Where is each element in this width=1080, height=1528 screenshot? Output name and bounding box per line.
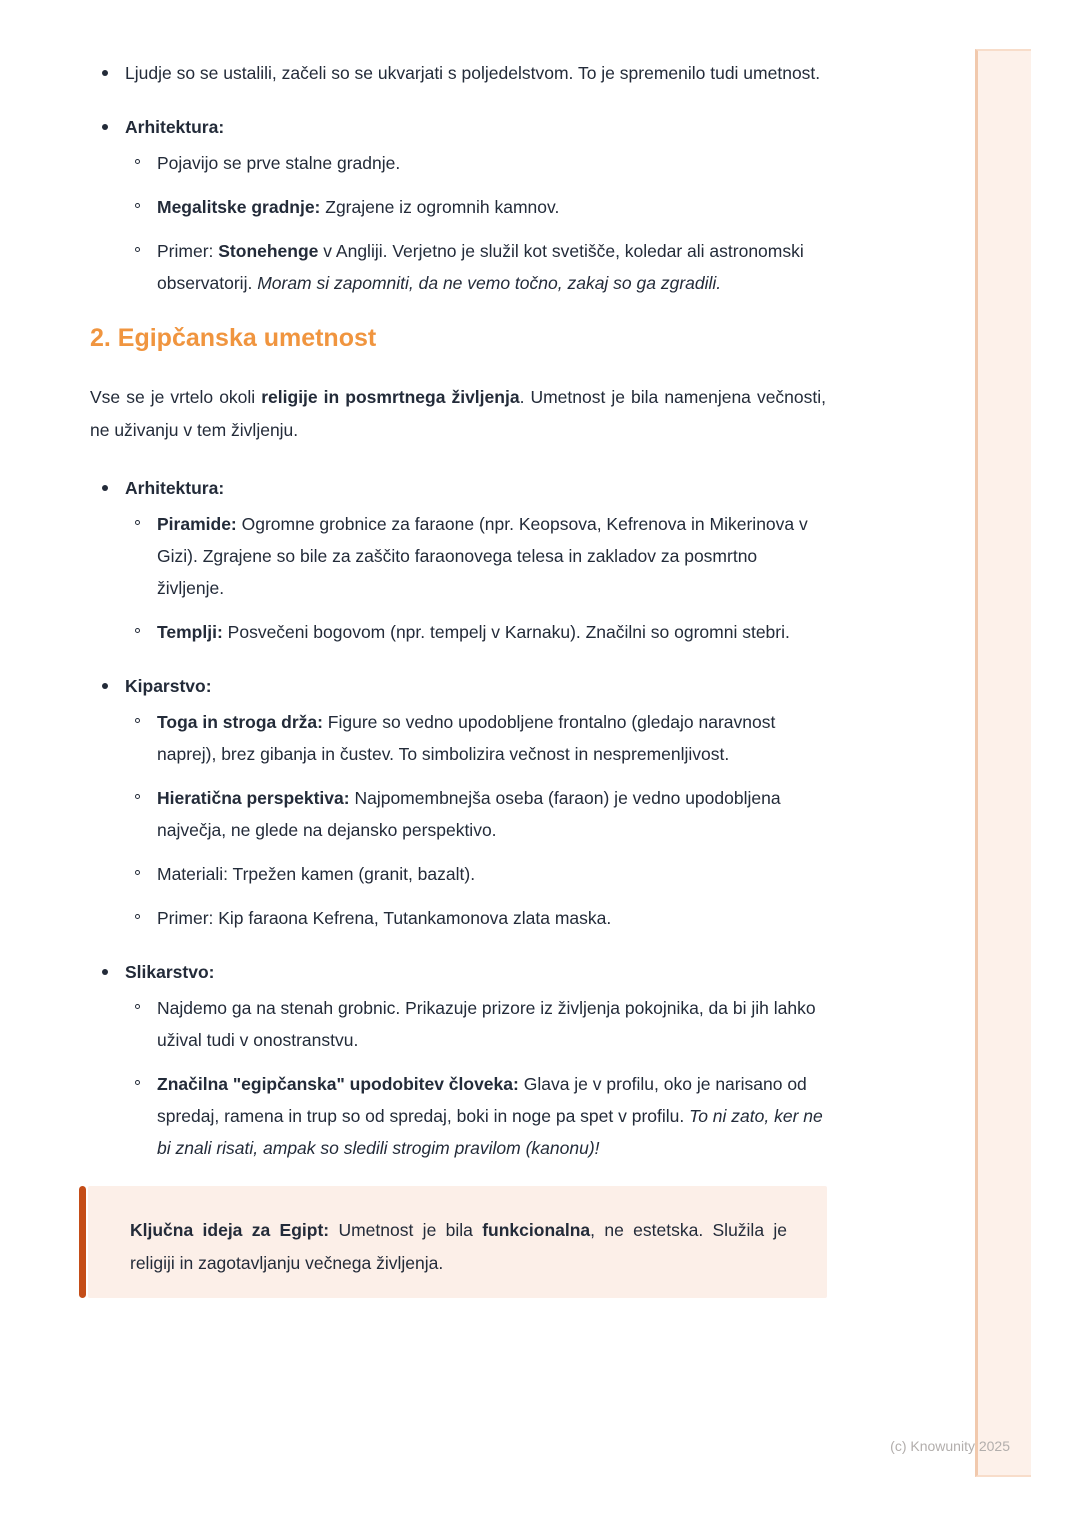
bullet-icon [102,485,108,491]
bullet-icon [102,969,108,975]
sub-list-item [125,147,826,179]
content-area [90,0,826,1298]
text-segment: Glava je v profilu, oko je narisano od spredaj, ramena in trup so od spredaj, boki in noge pa spet v profilu. [157,1074,807,1126]
text-segment: Ljudje so se ustalili, začeli so se ukvarjati s poljedelstvom. To je spremenilo tudi umetnost. [125,63,821,83]
list-item [90,111,826,299]
bullet-icon [102,70,108,76]
sub-list-item-text [157,992,826,1056]
bullet-icon [102,683,108,689]
text-segment: religije in posmrtnega življenja [261,387,520,407]
list-item-text [125,472,826,504]
circle-bullet-icon [135,718,140,723]
sub-list [125,706,826,934]
text-segment: Hieratična perspektiva: [157,788,350,808]
list-item-text [125,57,826,89]
sub-list-item-text [157,508,826,604]
list-item-text [125,956,826,988]
circle-bullet-icon [135,1080,140,1085]
sub-list-item-text [157,902,826,934]
key-idea-callout [88,1186,827,1298]
text-segment: , ne estetska. Služila je religiji in zagotavljanju večnega življenja. [130,1220,788,1273]
text-segment: Toga in stroga drža: [157,712,323,732]
sub-list-item-text [157,858,826,890]
list-item-text [125,111,826,143]
list-item [90,472,826,648]
circle-bullet-icon [135,1004,140,1009]
text-segment: Primer: Kip faraona Kefrena, Tutankamonova zlata maska. [157,908,612,928]
text-segment: Najdemo ga na stenah grobnic. Prikazuje prizore iz življenja pokojnika, da bi jih lahko užival tudi v onostranstvu. [157,998,816,1050]
circle-bullet-icon [135,794,140,799]
sub-list [125,147,826,299]
sub-list-item [125,992,826,1056]
sub-list-item [125,902,826,934]
text-segment: Arhitektura: [125,117,225,137]
sub-list-item [125,616,826,648]
text-segment: Materiali: Trpežen kamen (granit, bazalt). [157,864,476,884]
sub-list-item-text [157,191,826,223]
sub-list-item [125,1068,826,1164]
list-item [90,57,826,89]
bullet-icon [102,124,108,130]
circle-bullet-icon [135,520,140,525]
sub-list-item-text [157,147,826,179]
sub-list-item [125,508,826,604]
text-segment: To ni zato, ker ne bi znali risati, ampak so sledili strogim pravilom (kanonu)! [157,1106,823,1158]
text-segment: Zgrajene iz ogromnih kamnov. [320,197,560,217]
callout-text [130,1214,787,1280]
section-intro-paragraph [90,381,826,447]
text-segment: Ključna ideja za Egipt: [130,1220,330,1240]
sub-list-item [125,782,826,846]
text-segment: Značilna "egipčanska" upodobitev človeka: [157,1074,519,1094]
text-segment: Ogromne grobnice za faraone (npr. Keopsova, Kefrenova in Mikerinova v Gizi). Zgrajene so bile za zaščito faraonovega telesa in zakladov za posmrtno življenje. [157,514,808,598]
sub-list-item-text [157,782,826,846]
text-segment: Moram si zapomniti, da ne vemo točno, zakaj so ga zgradili. [257,273,722,293]
text-segment: . Umetnost je bila namenjena večnosti, ne uživanju v tem življenju. [90,387,827,440]
text-segment: Pojavijo se prve stalne gradnje. [157,153,401,173]
text-segment: Arhitektura: [125,478,225,498]
sub-list-item-text [157,616,826,648]
circle-bullet-icon [135,203,140,208]
list-item-text [125,670,826,702]
watermark-text: (c) Knowunity 2025 [890,1438,1010,1454]
list-item [90,956,826,1164]
sub-list [125,508,826,648]
text-segment: Posvečeni bogovom (npr. tempelj v Karnaku). Značilni so ogromni stebri. [222,622,790,642]
sub-list-item-text [157,706,826,770]
sub-list-item-text [157,1068,826,1164]
sub-list-item [125,235,826,299]
text-segment: Slikarstvo: [125,962,215,982]
text-segment: Vse se je vrtelo okoli [90,387,262,407]
sub-list [125,992,826,1164]
decorative-right-strip [975,49,1031,1477]
text-segment: v Angliji. Verjetno je služil kot svetišče, koledar ali astronomski observatorij. [157,241,804,293]
section-heading: 2. Egipčanska umetnost [90,324,377,352]
text-segment: funkcionalna [482,1220,591,1240]
intro-bullet-list [90,57,826,299]
sub-list-item [125,858,826,890]
sub-list-item [125,706,826,770]
callout-accent-bar [79,1186,86,1298]
circle-bullet-icon [135,159,140,164]
text-segment: Templji: [157,622,223,642]
text-segment: Kiparstvo: [125,676,212,696]
text-segment: Piramide: [157,514,237,534]
circle-bullet-icon [135,914,140,919]
text-segment: Primer: [157,241,219,261]
egypt-bullet-list [90,472,826,1164]
circle-bullet-icon [135,870,140,875]
text-segment: Stonehenge [218,241,319,261]
text-segment: Najpomembnejša oseba (faraon) je vedno upodobljena največja, ne glede na dejansko perspektivo. [157,788,781,840]
sub-list-item-text [157,235,826,299]
text-segment: Megalitske gradnje: [157,197,321,217]
list-item [90,670,826,934]
sub-list-item [125,191,826,223]
text-segment: Figure so vedno upodobljene frontalno (gledajo naravnost naprej), brez gibanja in čustev. To simbolizira večnost in nespremenljivost. [157,712,776,764]
text-segment: Umetnost je bila [329,1220,483,1240]
circle-bullet-icon [135,247,140,252]
circle-bullet-icon [135,628,140,633]
